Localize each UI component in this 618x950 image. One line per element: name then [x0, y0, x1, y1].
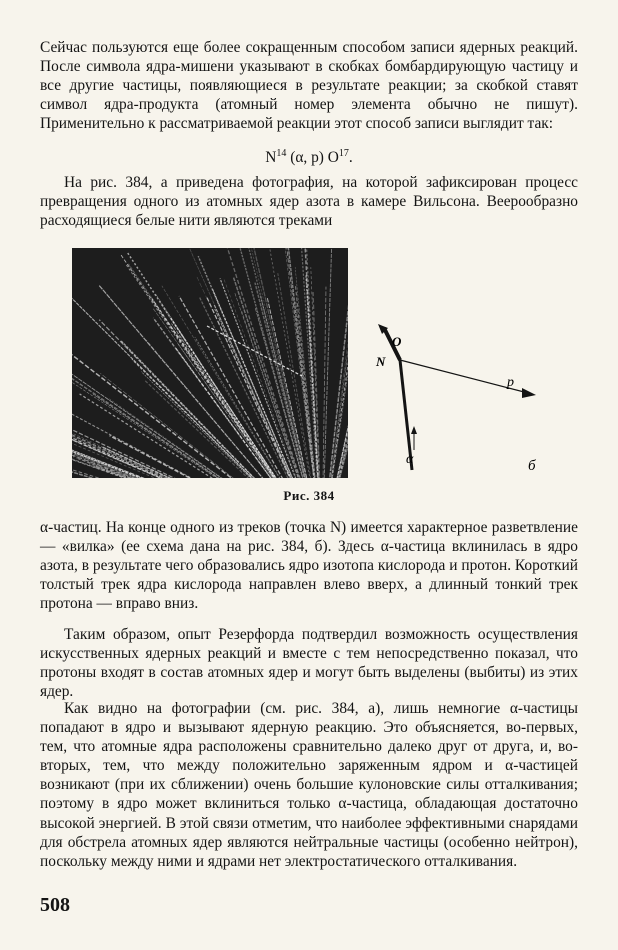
alpha-track [72, 430, 265, 478]
alpha-track [329, 278, 348, 478]
alpha-track [231, 248, 306, 478]
paragraph-reaction-notation: Сейчас пользуются еще более сокращенным способом записи ядерных реакций. После символа ядра-мишени указывают в скобках бомбардирующую частицу и все другие частицы, появляющиеся в результате реакции; за скобкой ставят символ ядра-продукта (атомный номер элемента обычно не пишут). Применительно к рассматриваемой реакции этот способ записи выглядит так: [40, 39, 578, 133]
alpha-track [73, 430, 268, 478]
figure-caption: Рис. 384 [283, 488, 335, 503]
page-number: 508 [40, 894, 70, 916]
alpha-track [335, 313, 348, 478]
cloud-chamber-photo [72, 248, 348, 478]
reaction-formula: $N^{14}$ (α, p) $O^{17}$. [265, 148, 353, 167]
alpha-track [305, 248, 319, 478]
fork-schematic-diagram [362, 318, 562, 488]
label-alpha: α [406, 452, 414, 467]
proton-arrow-icon [522, 388, 536, 398]
paragraph-figure-intro: На рис. 384, а приведена фотография, на которой зафиксирован процесс превращения одного из атомных ядер азота в камере Вильсона. Веерообразно расходящиеся белые нити являются треками [40, 174, 578, 230]
alpha-track [323, 287, 326, 478]
alpha-arrow-icon [411, 426, 417, 434]
label-oxygen: O [392, 334, 402, 349]
paragraph-effective-projectiles: Как видно на фотографии (см. рис. 384, а), лишь немногие α-частицы попадают в ядро и вызывают ядерную реакцию. Это объясняется, во-первых, тем, что атомные ядра расположены сравнительно далеко друг от друга, и, во-вторых, тем, что между положительно заряженным ядром и α-частицей возникают (при их сближении) очень большие кулоновские силы отталкивания; поэтому в ядро может вклиниться только α-частица, обладающая достаточно высокой энергией. В этой связи отметим, что наиболее эффективными снарядами для обстрела атомных ядер являются нейтральные частицы (особенно нейтрон), поскольку между ними и ядрами нет электростатического отталкивания. [40, 700, 578, 870]
alpha-track [72, 440, 267, 478]
alpha-track [72, 432, 267, 478]
alpha-track [72, 437, 266, 478]
alpha-track [72, 469, 264, 478]
paragraph-rutherford: Таким образом, опыт Резерфорда подтвердил возможность осуществления искусственных ядерных реакций и вместе с тем непосредственно показал, что протоны входят в состав атомных ядер и могут быть выделены (выбиты) из этих ядер. [40, 626, 578, 701]
alpha-tracks-image [72, 248, 348, 478]
label-nitrogen: N [376, 354, 386, 369]
alpha-track [72, 431, 267, 478]
alpha-track [72, 433, 267, 478]
paragraph-fork-explanation: α-частиц. На конце одного из треков (точка N) имеется характерное разветвление — «вилка» (ее схема дана на рис. 384, б). Здесь α-частица вклинилась в ядро азота, в результате чего образовались ядро изотопа кислорода и протон. Короткий толстый трек ядра кислорода направлен влево вверх, а длинный тонкий трек протона — вправо вниз. [40, 519, 578, 613]
label-proton: p [507, 375, 514, 390]
label-panel-b: б [528, 458, 536, 474]
alpha-track [335, 276, 348, 478]
alpha-track [72, 429, 266, 478]
alpha-track [72, 433, 265, 478]
alpha-track [324, 248, 333, 478]
alpha-track [72, 364, 272, 478]
